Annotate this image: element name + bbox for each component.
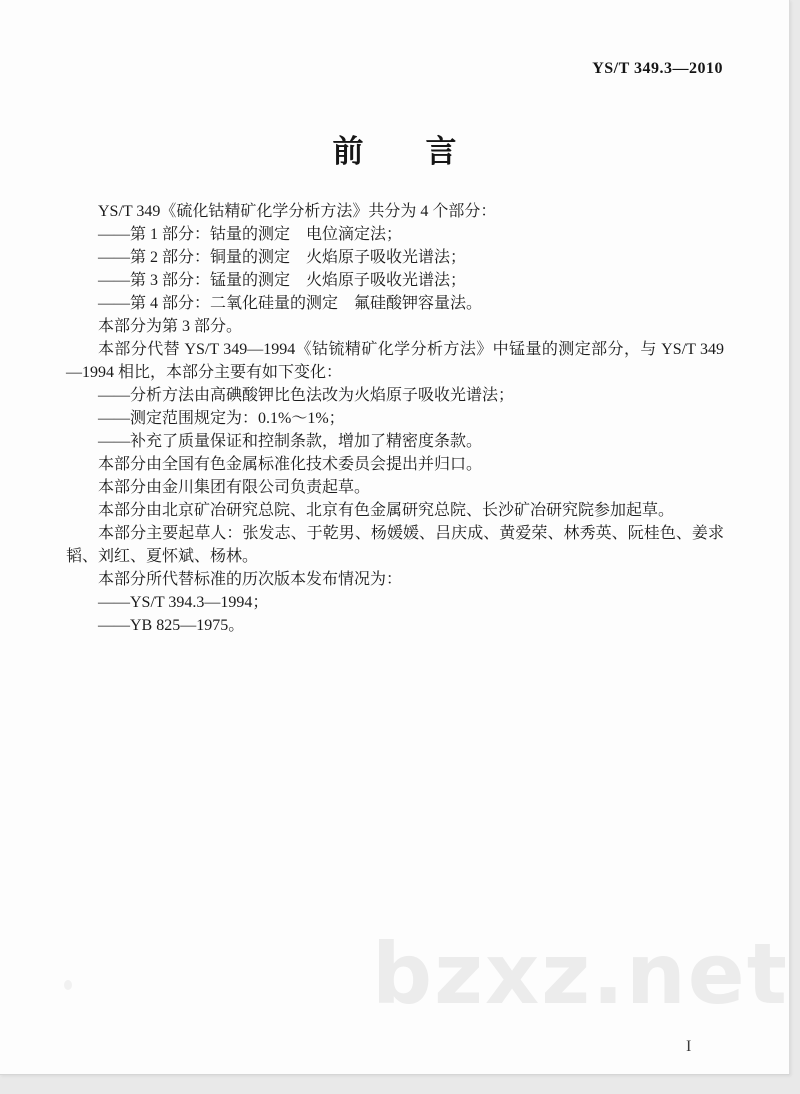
paragraph: ——第 4 部分：二氧化硅量的测定 氟硅酸钾容量法。: [98, 295, 483, 312]
paragraph: ——第 1 部分：钴量的测定 电位滴定法；: [98, 226, 403, 243]
standard-number: YS/T 349.3—2010: [592, 60, 723, 77]
paragraph: ——第 2 部分：铜量的测定 火焰原子吸收光谱法；: [98, 249, 467, 266]
paragraph: 本部分为第 3 部分。: [98, 318, 243, 335]
paragraph: YS/T 349《硫化钴精矿化学分析方法》共分为 4 个部分：: [98, 203, 497, 220]
scan-artifact-dot: [64, 980, 72, 990]
paragraph: 本部分代替 YS/T 349—1994《钴锍精矿化学分析方法》中锰量的测定部分，与 YS/T 349—1994 相比，本部分主要有如下变化：: [66, 341, 724, 381]
page-title: 前 言: [332, 134, 457, 169]
paragraph: 本部分所代替标准的历次版本发布情况为：: [98, 571, 403, 588]
paragraph: ——测定范围规定为：0.1%～1%；: [98, 410, 345, 427]
paragraph: 本部分由全国有色金属标准化技术委员会提出并归口。: [98, 456, 483, 473]
paragraph: 本部分由金川集团有限公司负责起草。: [98, 479, 371, 496]
paragraph: ——分析方法由高碘酸钾比色法改为火焰原子吸收光谱法；: [98, 387, 515, 404]
page-number: I: [686, 1038, 692, 1055]
paragraph: 本部分由北京矿冶研究总院、北京有色金属研究总院、长沙矿冶研究院参加起草。: [98, 502, 675, 519]
paragraph: ——补充了质量保证和控制条款，增加了精密度条款。: [98, 433, 483, 450]
paragraph: ——YB 825—1975。: [98, 617, 245, 634]
paragraph: ——第 3 部分：锰量的测定 火焰原子吸收光谱法；: [98, 272, 467, 289]
paragraph: ——YS/T 394.3—1994；: [98, 594, 269, 611]
paragraph: 本部分主要起草人：张发志、于乾男、杨媛媛、吕庆成、黄爱荣、林秀英、阮桂色、姜求韬、刘红、夏怀斌、杨林。: [66, 525, 724, 565]
watermark: bzxz.net: [372, 925, 789, 1023]
foreword-body: [66, 200, 724, 637]
